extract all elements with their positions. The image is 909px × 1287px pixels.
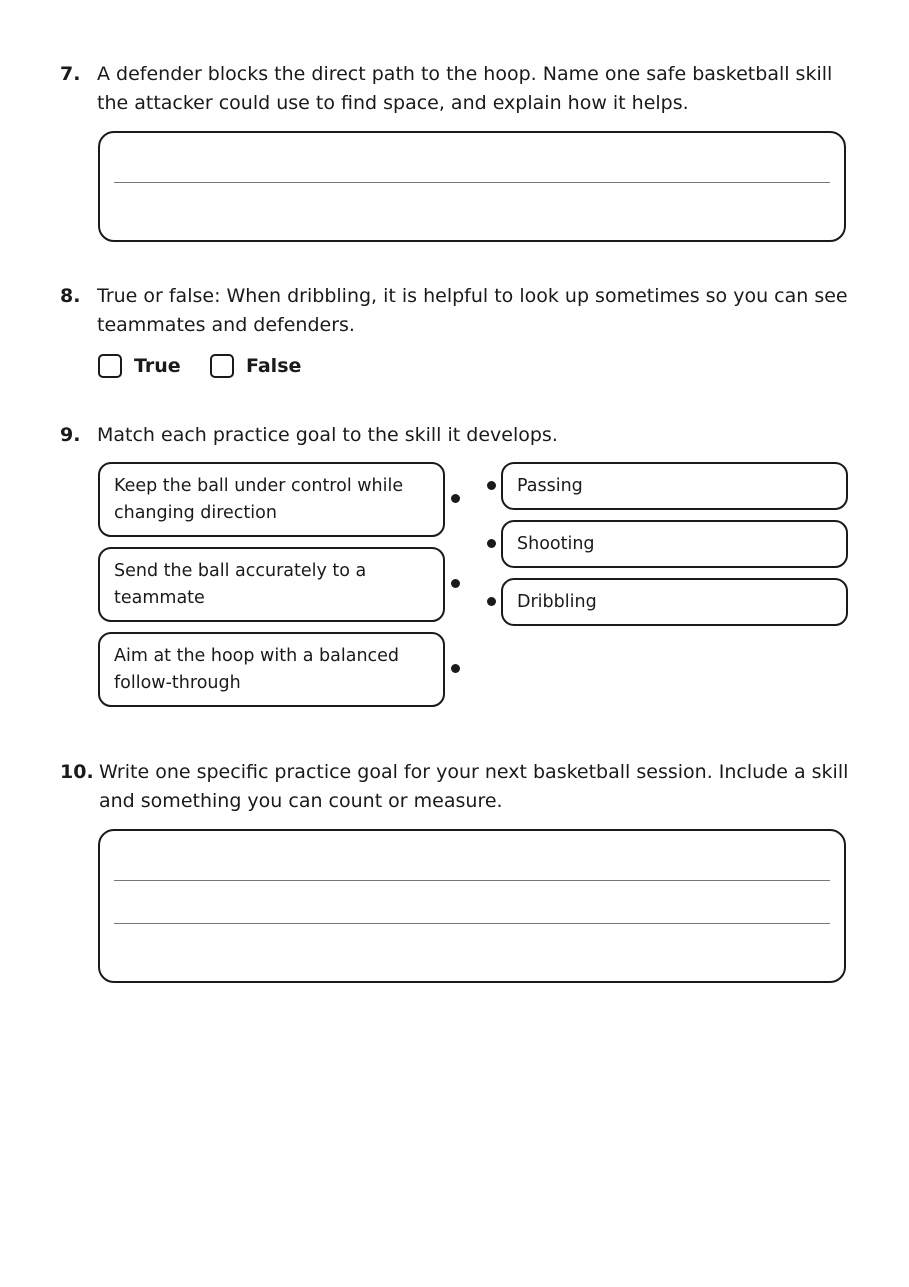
goal-card-2: Send the ball accurately to a teammate xyxy=(98,547,445,622)
skill-match-dot-3[interactable] xyxy=(487,597,496,606)
option-label: False xyxy=(246,355,302,377)
goal-match-dot-1[interactable] xyxy=(451,494,460,503)
writing-line xyxy=(114,880,830,881)
goal-card-1: Keep the ball under control while changing direction xyxy=(98,462,445,537)
writing-line xyxy=(114,182,830,183)
option-label: True xyxy=(134,355,181,377)
checkbox-true[interactable] xyxy=(98,354,122,378)
question-number: 9. xyxy=(60,424,81,446)
skill-card-shooting: Shooting xyxy=(501,520,848,568)
skill-match-dot-1[interactable] xyxy=(487,481,496,490)
option-false[interactable] xyxy=(210,351,301,381)
goal-card-3: Aim at the hoop with a balanced follow-through xyxy=(98,632,445,707)
skill-match-dot-2[interactable] xyxy=(487,539,496,548)
goal-match-dot-2[interactable] xyxy=(451,579,460,588)
question-number: 8. xyxy=(60,285,81,307)
option-true[interactable] xyxy=(98,351,181,381)
checkbox-false[interactable] xyxy=(210,354,234,378)
question-number: 7. xyxy=(60,63,81,85)
goal-match-dot-3[interactable] xyxy=(451,664,460,673)
skill-card-dribbling: Dribbling xyxy=(501,578,848,626)
question-text: A defender blocks the direct path to the hoop. Name one safe basketball skill the attacker could use to find space, and explain how it helps. xyxy=(97,63,833,114)
question-number: 10. xyxy=(60,761,94,783)
skill-card-passing: Passing xyxy=(501,462,848,510)
writing-line xyxy=(114,923,830,924)
question-text: Match each practice goal to the skill it develops. xyxy=(97,424,558,446)
question-text: Write one specific practice goal for your next basketball session. Include a skill and something you can count or measure. xyxy=(99,761,849,812)
answer-box-q10[interactable] xyxy=(98,829,846,983)
question-text: True or false: When dribbling, it is helpful to look up sometimes so you can see teammates and defenders. xyxy=(97,285,848,336)
answer-box-q7[interactable] xyxy=(98,131,846,242)
